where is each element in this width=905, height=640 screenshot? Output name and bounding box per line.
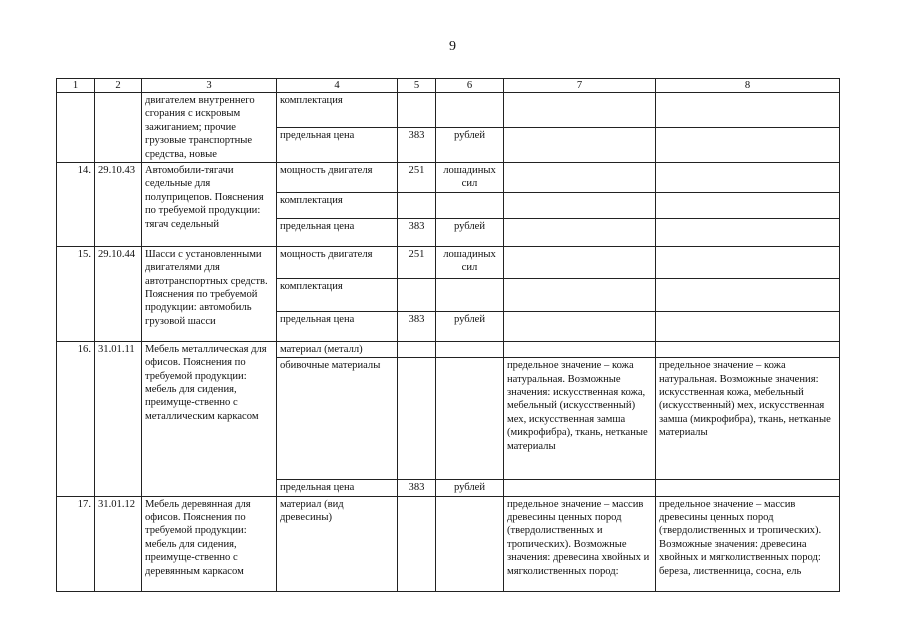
okpd-code: 31.01.12 bbox=[95, 496, 142, 591]
property-col8 bbox=[656, 341, 840, 357]
product-name: Автомобили-тягачи седельные для полуприцепов. Пояснения по требуемой продукции: тягач седельный bbox=[142, 163, 277, 247]
property-value bbox=[398, 93, 436, 128]
property-unit bbox=[436, 93, 504, 128]
row-number: 15. bbox=[57, 246, 95, 341]
product-name: Мебель деревянная для офисов. Пояснения по требуемой продукции: мебель для сидения, преимуще-ственно с деревянным каркасом bbox=[142, 496, 277, 591]
property-col7 bbox=[504, 480, 656, 496]
property-value bbox=[398, 278, 436, 311]
property-col7 bbox=[504, 93, 656, 128]
property-name: комплектация bbox=[277, 278, 398, 311]
header-cell: 1 bbox=[57, 79, 95, 93]
property-name: комплектация bbox=[277, 192, 398, 218]
property-value: 383 bbox=[398, 218, 436, 246]
property-col7 bbox=[504, 341, 656, 357]
requirements-table bbox=[56, 78, 840, 592]
property-col8 bbox=[656, 192, 840, 218]
property-col7 bbox=[504, 218, 656, 246]
product-name: Мебель металлическая для офисов. Пояснения по требуемой продукции: мебель для сидения, преимуще-ственно с металлическим каркасом bbox=[142, 341, 277, 496]
okpd-code: 29.10.44 bbox=[95, 246, 142, 341]
header-cell: 7 bbox=[504, 79, 656, 93]
table-row bbox=[57, 341, 840, 357]
header-cell: 4 bbox=[277, 79, 398, 93]
property-name: предельная цена bbox=[277, 128, 398, 163]
property-col8 bbox=[656, 93, 840, 128]
property-name: предельная цена bbox=[277, 480, 398, 496]
header-row bbox=[57, 79, 840, 93]
table-row bbox=[57, 496, 840, 591]
table-row bbox=[57, 163, 840, 193]
property-value: 251 bbox=[398, 163, 436, 193]
property-col7 bbox=[504, 163, 656, 193]
row-number: 14. bbox=[57, 163, 95, 247]
property-value: 383 bbox=[398, 480, 436, 496]
table-row bbox=[57, 246, 840, 278]
property-col8 bbox=[656, 311, 840, 341]
property-name: материал (вид древесины) bbox=[277, 496, 398, 591]
property-unit: рублей bbox=[436, 218, 504, 246]
property-col8 bbox=[656, 128, 840, 163]
property-col8: предельное значение – массив древесины ценных пород (твердолиственных и тропических). Возможные значения: древесина хвойных и мягколиственных пород: береза, лиственница, сосна, ель bbox=[656, 496, 840, 591]
table-row bbox=[57, 93, 840, 128]
property-name: предельная цена bbox=[277, 218, 398, 246]
property-unit bbox=[436, 192, 504, 218]
property-unit: лошадиных сил bbox=[436, 163, 504, 193]
header-cell: 6 bbox=[436, 79, 504, 93]
header-cell: 3 bbox=[142, 79, 277, 93]
property-unit: рублей bbox=[436, 311, 504, 341]
property-value bbox=[398, 341, 436, 357]
page-number: 9 bbox=[449, 39, 456, 54]
row-number: 16. bbox=[57, 341, 95, 496]
property-value bbox=[398, 192, 436, 218]
row-number: 17. bbox=[57, 496, 95, 591]
property-name: обивочные материалы bbox=[277, 358, 398, 480]
property-col7: предельное значение – массив древесины ценных пород (твердолиственных и тропических). Возможные значения: древесина хвойных и мягколиственных пород: bbox=[504, 496, 656, 591]
property-col7 bbox=[504, 192, 656, 218]
property-unit bbox=[436, 496, 504, 591]
property-unit: лошадиных сил bbox=[436, 246, 504, 278]
property-col7: предельное значение – кожа натуральная. Возможные значения: искусственная кожа, мебельный (искусственный) мех, искусственная замша (микрофибра), ткань, нетканые материалы bbox=[504, 358, 656, 480]
row-number bbox=[57, 93, 95, 163]
property-col8: предельное значение – кожа натуральная. Возможные значения: искусственная кожа, мебельный (искусственный) мех, искусственная замша (микрофибра), ткань, нетканые материалы bbox=[656, 358, 840, 480]
property-col8 bbox=[656, 218, 840, 246]
property-col8 bbox=[656, 278, 840, 311]
property-value bbox=[398, 496, 436, 591]
property-value: 383 bbox=[398, 128, 436, 163]
property-name: предельная цена bbox=[277, 311, 398, 341]
okpd-code bbox=[95, 93, 142, 163]
property-value: 251 bbox=[398, 246, 436, 278]
okpd-code: 31.01.11 bbox=[95, 341, 142, 496]
property-value: 383 bbox=[398, 311, 436, 341]
property-col7 bbox=[504, 278, 656, 311]
property-col7 bbox=[504, 246, 656, 278]
property-col7 bbox=[504, 311, 656, 341]
property-col8 bbox=[656, 163, 840, 193]
property-name: мощность двигателя bbox=[277, 246, 398, 278]
property-name: комплектация bbox=[277, 93, 398, 128]
product-name: двигателем внутреннего сгорания с искровым зажиганием; прочие грузовые транспортные средства, новые bbox=[142, 93, 277, 163]
property-value bbox=[398, 358, 436, 480]
property-col8 bbox=[656, 480, 840, 496]
header-cell: 2 bbox=[95, 79, 142, 93]
property-unit bbox=[436, 341, 504, 357]
okpd-code: 29.10.43 bbox=[95, 163, 142, 247]
property-unit bbox=[436, 358, 504, 480]
property-name: материал (металл) bbox=[277, 341, 398, 357]
property-unit bbox=[436, 278, 504, 311]
header-cell: 5 bbox=[398, 79, 436, 93]
property-unit: рублей bbox=[436, 128, 504, 163]
property-col8 bbox=[656, 246, 840, 278]
property-unit: рублей bbox=[436, 480, 504, 496]
product-name: Шасси с установленными двигателями для автотранспортных средств. Пояснения по требуемой продукции: автомобиль грузовой шасси bbox=[142, 246, 277, 341]
property-name: мощность двигателя bbox=[277, 163, 398, 193]
header-cell: 8 bbox=[656, 79, 840, 93]
property-col7 bbox=[504, 128, 656, 163]
